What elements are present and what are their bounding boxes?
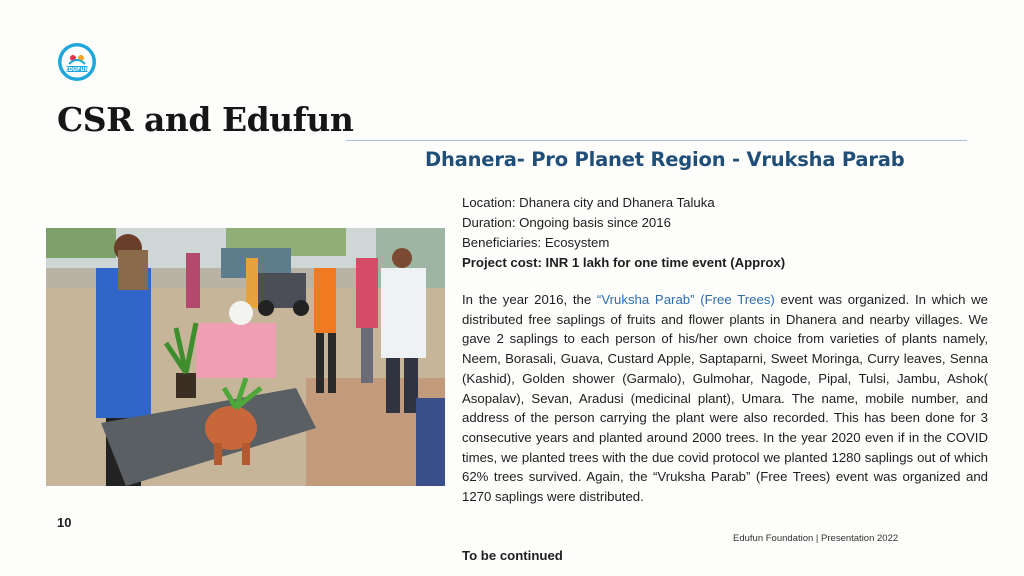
paragraph-body: event was organized. In which we distributed free saplings of fruits and flower plants in Dhanera and nearby villages. We gave 2 saplings to each person of his/her own choice from varieties of plants namely, Neem, Borasali, Guava, Custard Apple, Saptaparni, Sweet Moringa, Curry leaves, Senna (Kashid), Golden shower (Garmalo), Gulmohar, Nagode, Pipal, Tulsi, Jambu, Ashok( Asopalav), Sevan, Aradusi (medicinal plant), Umara. The name, mobile number, and address of the person carrying the plant were also recorded. This has been done for 3 consecutive years and planted around 2000 trees. In the year 2020 even if in the COVID times, we planted trees with the due covid protocol we planted 1280 saplings out of which 62% trees survived. Again, the “Vruksha Parab” (Free Trees) event was organized and 1270 saplings were distributed. [462, 292, 989, 505]
to-be-continued: To be continued [462, 548, 563, 563]
project-cost-line: Project cost: INR 1 lakh for one time event (Approx) [462, 255, 786, 270]
duration-line: Duration: Ongoing basis since 2016 [462, 215, 671, 230]
sapling-distribution-photo [46, 228, 445, 486]
description-paragraph [462, 290, 988, 507]
paragraph-intro: In the year 2016, the [462, 292, 597, 307]
edufun-logo [57, 42, 97, 82]
page-number: 10 [57, 515, 72, 530]
svg-text:EDUFUN: EDUFUN [65, 67, 89, 73]
title-divider [346, 140, 967, 141]
event-name-highlight: “Vruksha Parab” (Free Trees) [596, 292, 775, 307]
project-details [462, 193, 992, 273]
section-subtitle: Dhanera- Pro Planet Region - Vruksha Parab [425, 148, 905, 171]
location-line: Location: Dhanera city and Dhanera Taluka [462, 195, 715, 210]
footer-text: Edufun Foundation | Presentation 2022 [733, 533, 899, 544]
beneficiaries-line: Beneficiaries: Ecosystem [462, 235, 610, 250]
page-title: CSR and Edufun [57, 100, 354, 139]
